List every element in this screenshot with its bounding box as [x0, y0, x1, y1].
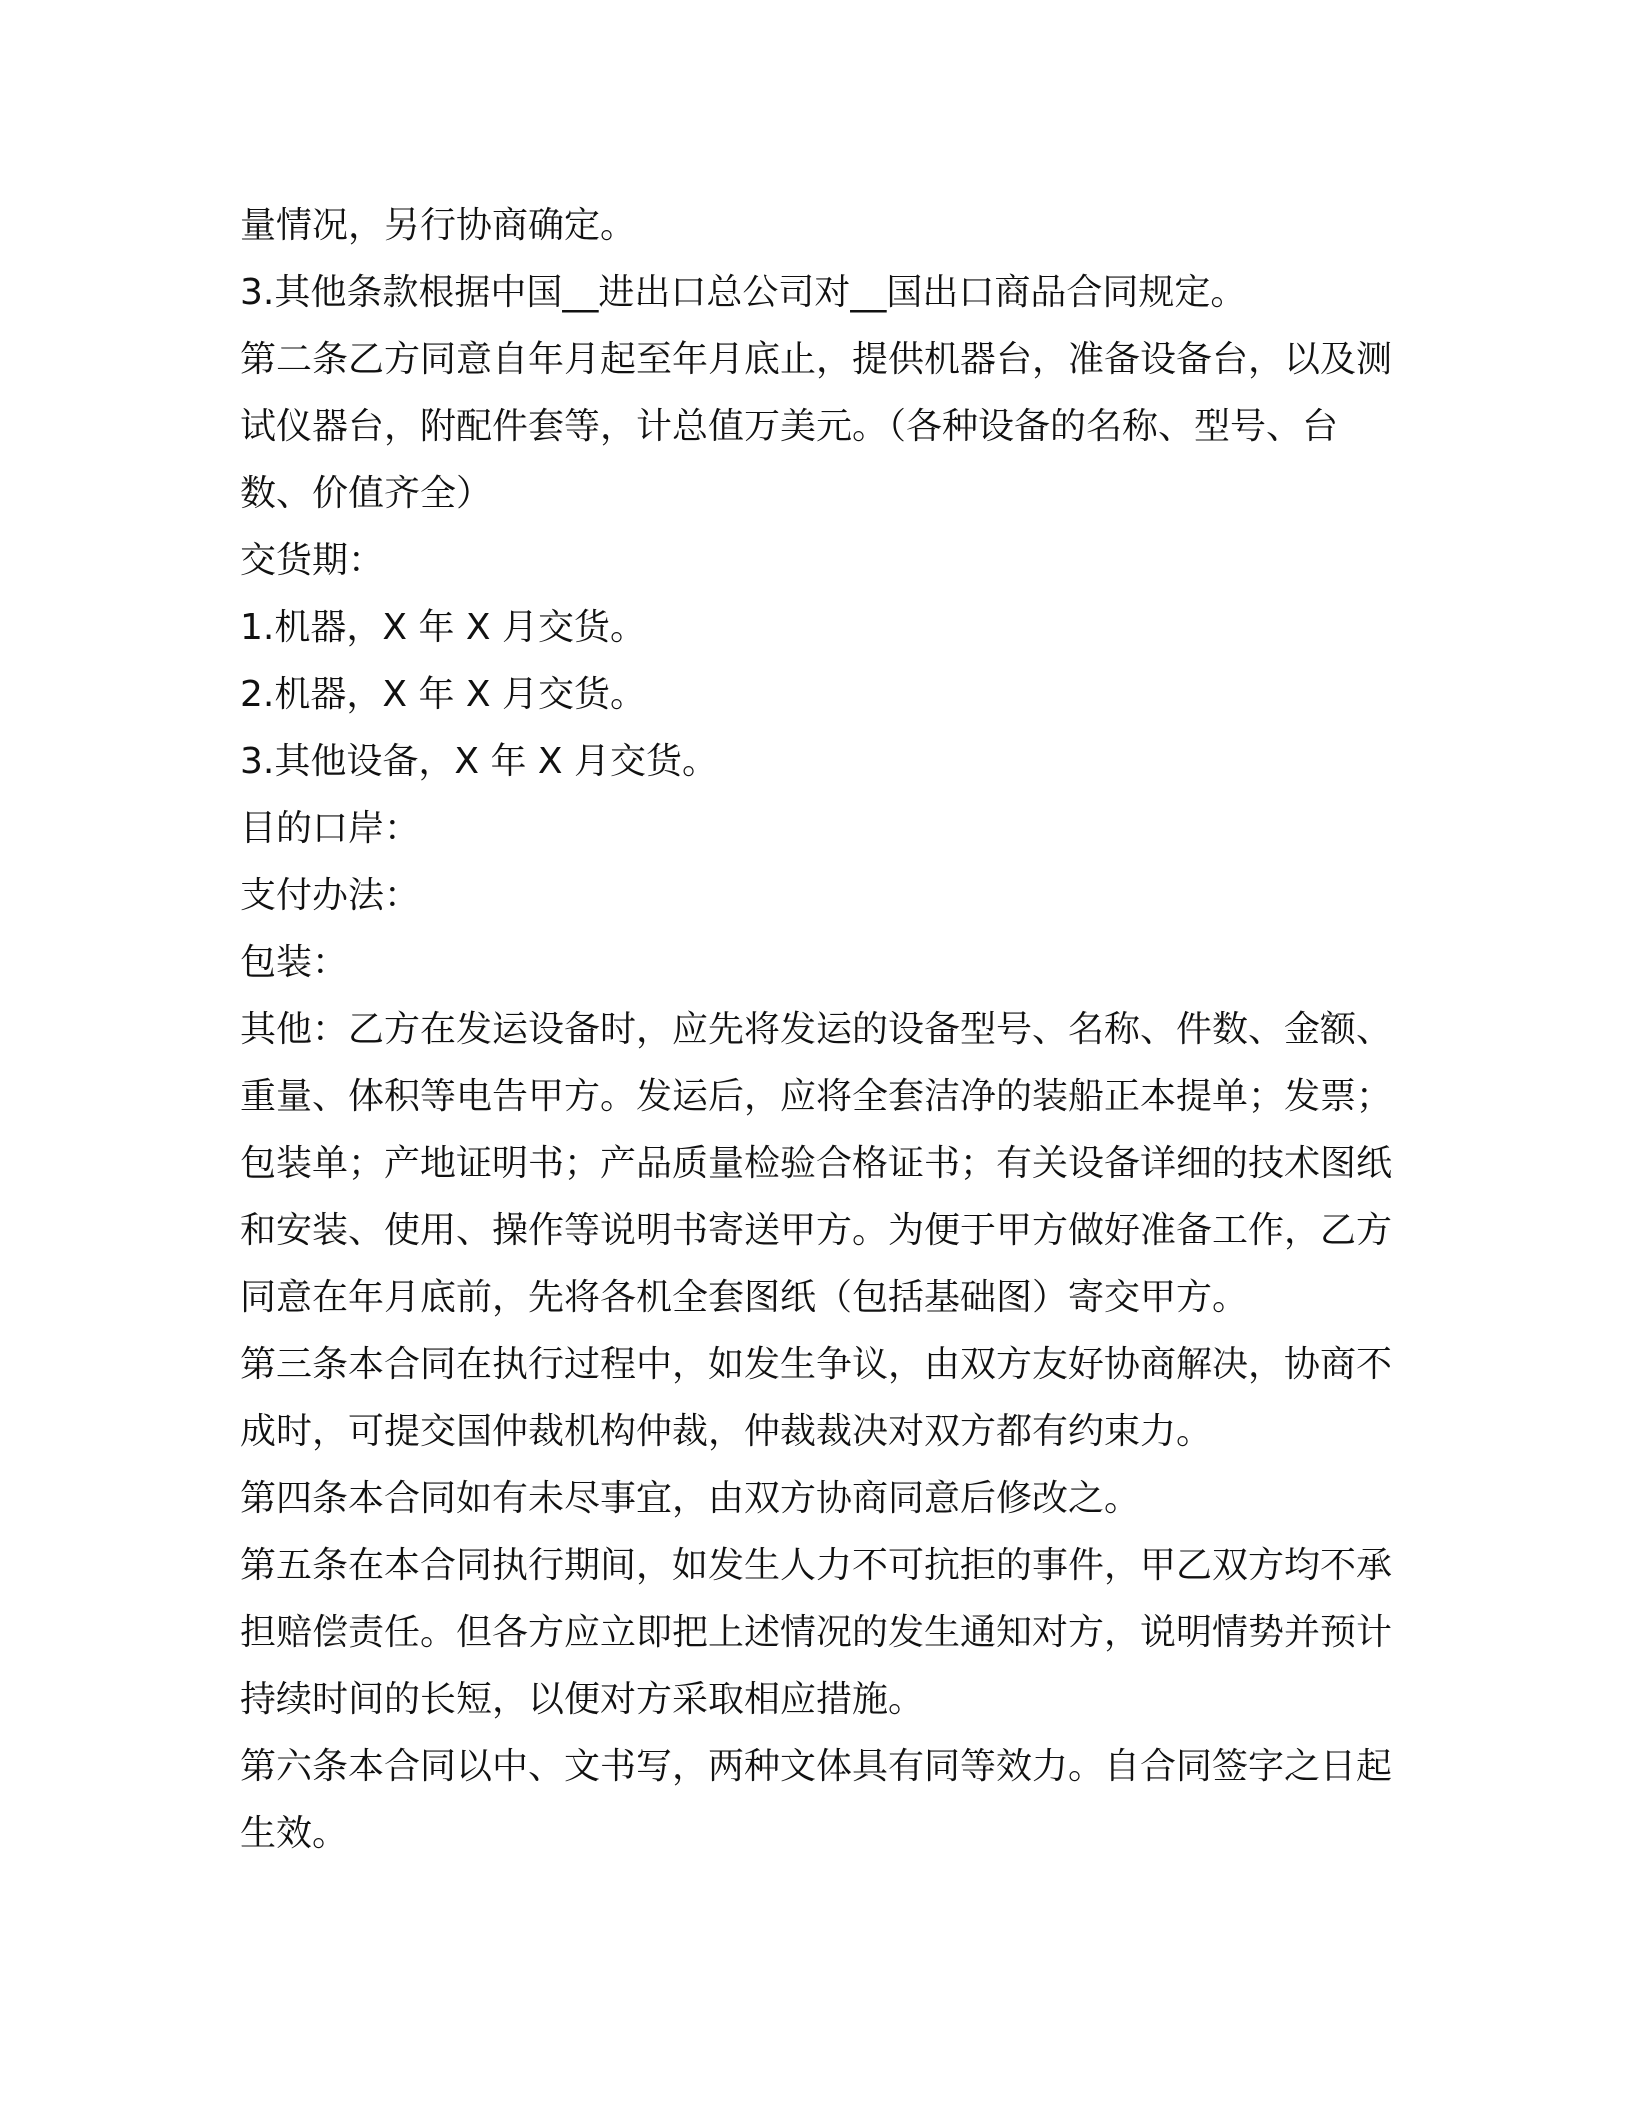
paragraph-packaging: 包装： — [240, 942, 349, 983]
paragraph-article-2: 第二条乙方同意自年月起至年月底止，提供机器台，准备设备台，以及测试仪器台，附配件套等，计总值万美元。（各种设备的名称、型号、台数、价值齐全） — [240, 339, 1393, 514]
paragraph-quantity-note: 量情况，另行协商确定。 — [240, 205, 637, 246]
paragraph-payment-method: 支付办法： — [240, 875, 421, 916]
paragraph-delivery-item-2: 2.机器，X 年 X 月交货。 — [240, 674, 647, 715]
paragraph-article-5: 第五条在本合同执行期间，如发生人力不可抗拒的事件，甲乙双方均不承担赔偿责任。但各方应立即把上述情况的发生通知对方，说明情势并预计持续时间的长短，以便对方采取相应措施。 — [240, 1545, 1393, 1720]
paragraph-article-3: 第三条本合同在执行过程中，如发生争议，由双方友好协商解决，协商不成时，可提交国仲裁机构仲裁，仲裁裁决对双方都有约束力。 — [240, 1344, 1393, 1452]
paragraph-delivery-item-1: 1.机器，X 年 X 月交货。 — [240, 607, 647, 648]
paragraph-article-6: 第六条本合同以中、文书写，两种文体具有同等效力。自合同签字之日起生效。 — [240, 1746, 1393, 1854]
paragraph-delivery-period: 交货期： — [240, 540, 385, 581]
paragraph-clause-3-other-terms: 3.其他条款根据中国__进出口总公司对__国出口商品合同规定。 — [240, 272, 1247, 313]
paragraph-delivery-item-3: 3.其他设备，X 年 X 月交货。 — [240, 741, 719, 782]
document-page — [240, 192, 1392, 1867]
paragraph-destination-port: 目的口岸： — [240, 808, 421, 849]
paragraph-other: 其他：乙方在发运设备时，应先将发运的设备型号、名称、件数、金额、重量、体积等电告甲方。发运后，应将全套洁净的装船正本提单；发票；包装单；产地证明书；产品质量检验合格证书；有关设备详细的技术图纸和安装、使用、操作等说明书寄送甲方。为便于甲方做好准备工作，乙方同意在年月底前，先将各机全套图纸（包括基础图）寄交甲方。 — [240, 1009, 1393, 1318]
paragraph-article-4: 第四条本合同如有未尽事宜，由双方协商同意后修改之。 — [240, 1478, 1141, 1519]
